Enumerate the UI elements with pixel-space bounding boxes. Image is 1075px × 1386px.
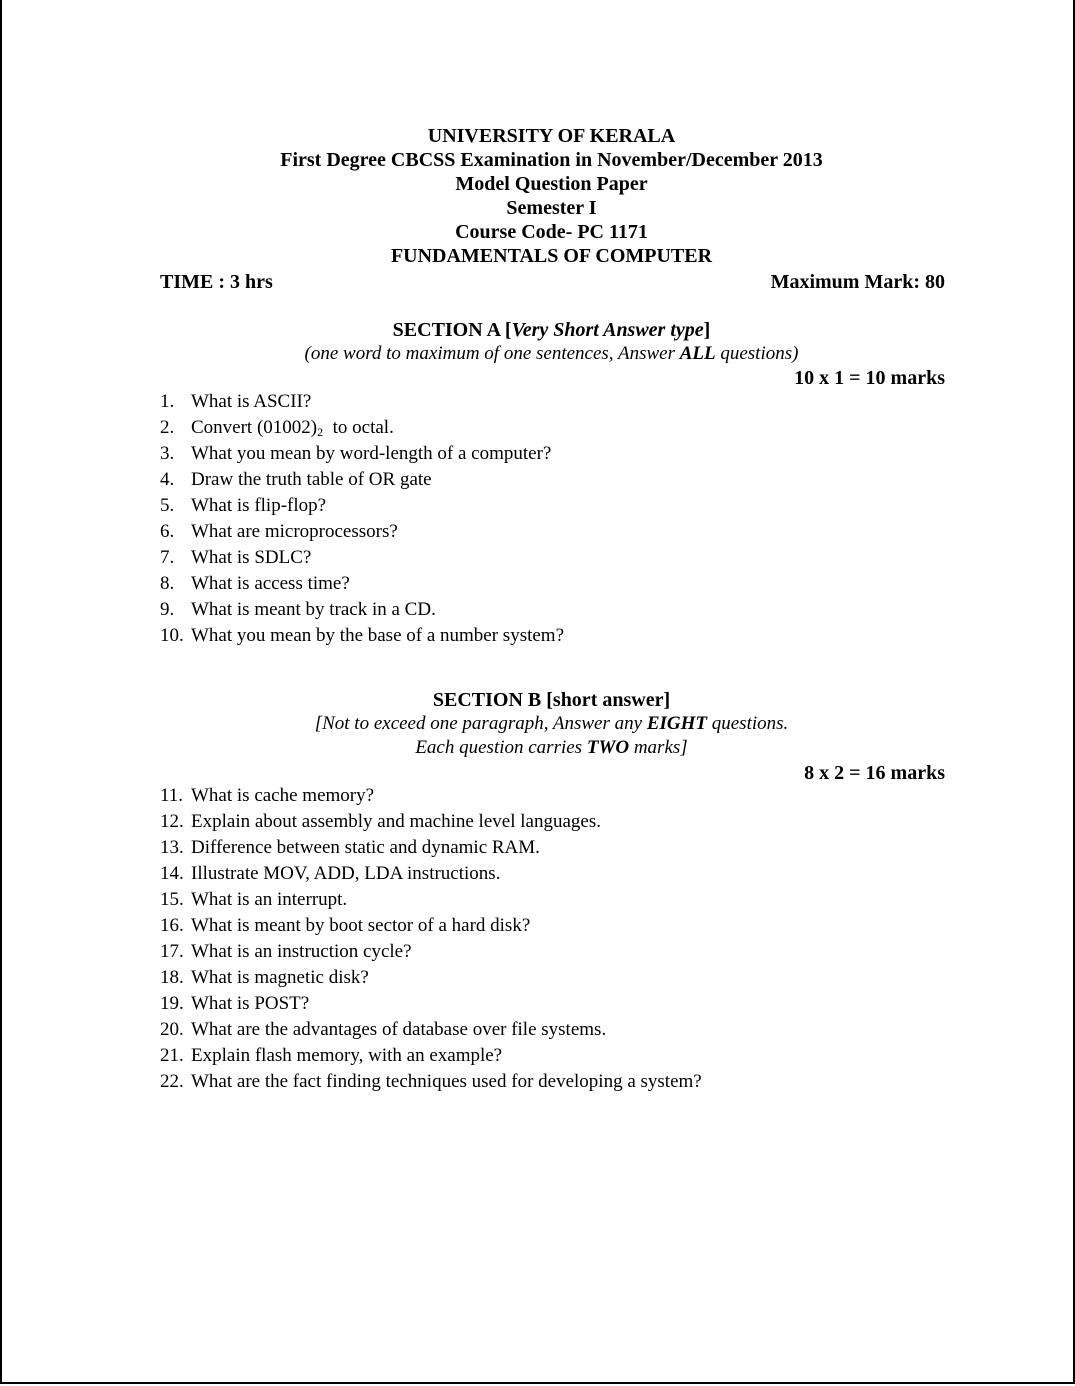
course-title: FUNDAMENTALS OF COMPUTER	[390, 245, 713, 267]
exam-time: TIME : 3 hrs	[160, 271, 273, 293]
question-text: What are microprocessors?	[191, 521, 398, 542]
question-text: Convert $(01002)_2$ to octal.	[191, 417, 394, 439]
question-number: 15.	[160, 889, 184, 910]
question-text: Explain about assembly and machine level languages.	[191, 811, 601, 832]
section-b-instruction2-text: Each question carries	[415, 737, 587, 758]
section-b-instruction-text: [Not to exceed one paragraph, Answer any	[314, 713, 647, 734]
question-item	[160, 493, 960, 519]
question-number: 17.	[160, 941, 184, 962]
question-item	[160, 545, 960, 571]
section-a-instruction-text: (one word to maximum of one sentences, Answer	[304, 343, 680, 364]
question-text: What is POST?	[191, 993, 310, 1014]
exam-title: First Degree CBCSS Examination in November/December 2013	[280, 149, 823, 171]
question-number: 19.	[160, 993, 184, 1014]
question-item	[160, 571, 960, 597]
question-number: 4.	[160, 469, 175, 490]
question-text: Draw the truth table of OR gate	[191, 469, 432, 490]
question-item	[160, 519, 960, 545]
section-a-title-close: ]	[703, 319, 711, 341]
question-text: Illustrate MOV, ADD, LDA instructions.	[191, 863, 501, 884]
question-item	[160, 1069, 960, 1095]
question-item	[160, 623, 960, 649]
question-number: 3.	[160, 443, 175, 464]
question-number: 9.	[160, 599, 175, 620]
question-text: What you mean by the base of a number system?	[191, 625, 565, 646]
question-number: 7.	[160, 547, 175, 568]
university-name: UNIVERSITY OF KERALA	[427, 125, 676, 147]
question-item	[160, 441, 960, 467]
question-number: 5.	[160, 495, 175, 516]
question-number: 22.	[160, 1071, 184, 1092]
section-b-instruction2-emphasis: TWO	[586, 737, 630, 758]
question-text: What is meant by boot sector of a hard disk?	[191, 915, 531, 936]
question-text: What is an interrupt.	[191, 889, 348, 910]
question-number: 21.	[160, 1045, 184, 1066]
question-number: 8.	[160, 573, 175, 594]
question-item	[160, 887, 960, 913]
question-number: 13.	[160, 837, 184, 858]
section-b-marks: 8 x 2 = 16 marks	[804, 762, 945, 784]
question-item	[160, 913, 960, 939]
question-item	[160, 835, 960, 861]
question-number: 20.	[160, 1019, 184, 1040]
section-a-title-italic: Very Short Answer type	[511, 319, 704, 341]
question-text: Difference between static and dynamic RAM.	[191, 837, 540, 858]
question-number: 10.	[160, 625, 184, 646]
question-number: 12.	[160, 811, 184, 832]
question-text: What is access time?	[191, 573, 350, 594]
question-text: What are the fact finding techniques used for developing a system?	[191, 1071, 702, 1092]
question-text: What is SDLC?	[191, 547, 312, 568]
question-item	[160, 991, 960, 1017]
section-b-instruction-end: questions.	[707, 713, 789, 734]
section-a-instruction-end: questions)	[715, 343, 799, 364]
question-text: What is meant by track in a CD.	[191, 599, 436, 620]
section-b-instruction-1	[0, 712, 1075, 736]
question-item	[160, 861, 960, 887]
maximum-mark: Maximum Mark: 80	[770, 271, 945, 293]
question-item	[160, 965, 960, 991]
question-item	[160, 467, 960, 493]
question-number: 14.	[160, 863, 184, 884]
question-text: What is ASCII?	[191, 391, 312, 412]
section-a-instruction-emphasis: ALL	[679, 343, 716, 364]
question-number: 18.	[160, 967, 184, 988]
question-item	[160, 783, 960, 809]
section-a-title: SECTION A [	[392, 319, 512, 341]
question-number: 11.	[160, 785, 184, 806]
document-header	[0, 124, 1075, 268]
time-and-marks-row	[160, 270, 945, 294]
question-item	[160, 597, 960, 623]
section-b-questions	[160, 783, 960, 1095]
section-b-instruction-2	[0, 736, 1075, 760]
question-item	[160, 939, 960, 965]
question-text: What is an instruction cycle?	[191, 941, 412, 962]
semester: Semester I	[506, 197, 597, 219]
paper-type: Model Question Paper	[455, 173, 648, 195]
question-number: 1.	[160, 391, 175, 412]
question-number: 6.	[160, 521, 175, 542]
question-text: Explain flash memory, with an example?	[191, 1045, 503, 1066]
section-a-heading	[0, 318, 1075, 342]
course-code: Course Code- PC 1171	[455, 221, 648, 243]
section-a-instruction	[0, 342, 1075, 366]
question-text: What you mean by word-length of a computer?	[191, 443, 552, 464]
question-text: What is magnetic disk?	[191, 967, 369, 988]
question-item	[160, 1043, 960, 1069]
question-item	[160, 1017, 960, 1043]
section-b-heading	[0, 688, 1075, 712]
question-text: What is flip-flop?	[191, 495, 327, 516]
question-item	[160, 415, 960, 441]
question-item	[160, 389, 960, 415]
question-text: What is cache memory?	[191, 785, 375, 806]
section-b-instruction-emphasis: EIGHT	[646, 713, 707, 734]
section-b-title: SECTION B [short answer]	[432, 689, 671, 711]
section-b-instruction2-end: marks]	[629, 737, 688, 758]
question-text: What are the advantages of database over file systems.	[191, 1019, 607, 1040]
question-number: 2.	[160, 417, 175, 438]
question-number: 16.	[160, 915, 184, 936]
section-a-questions	[160, 389, 960, 649]
section-a-marks: 10 x 1 = 10 marks	[794, 367, 945, 389]
question-item	[160, 809, 960, 835]
